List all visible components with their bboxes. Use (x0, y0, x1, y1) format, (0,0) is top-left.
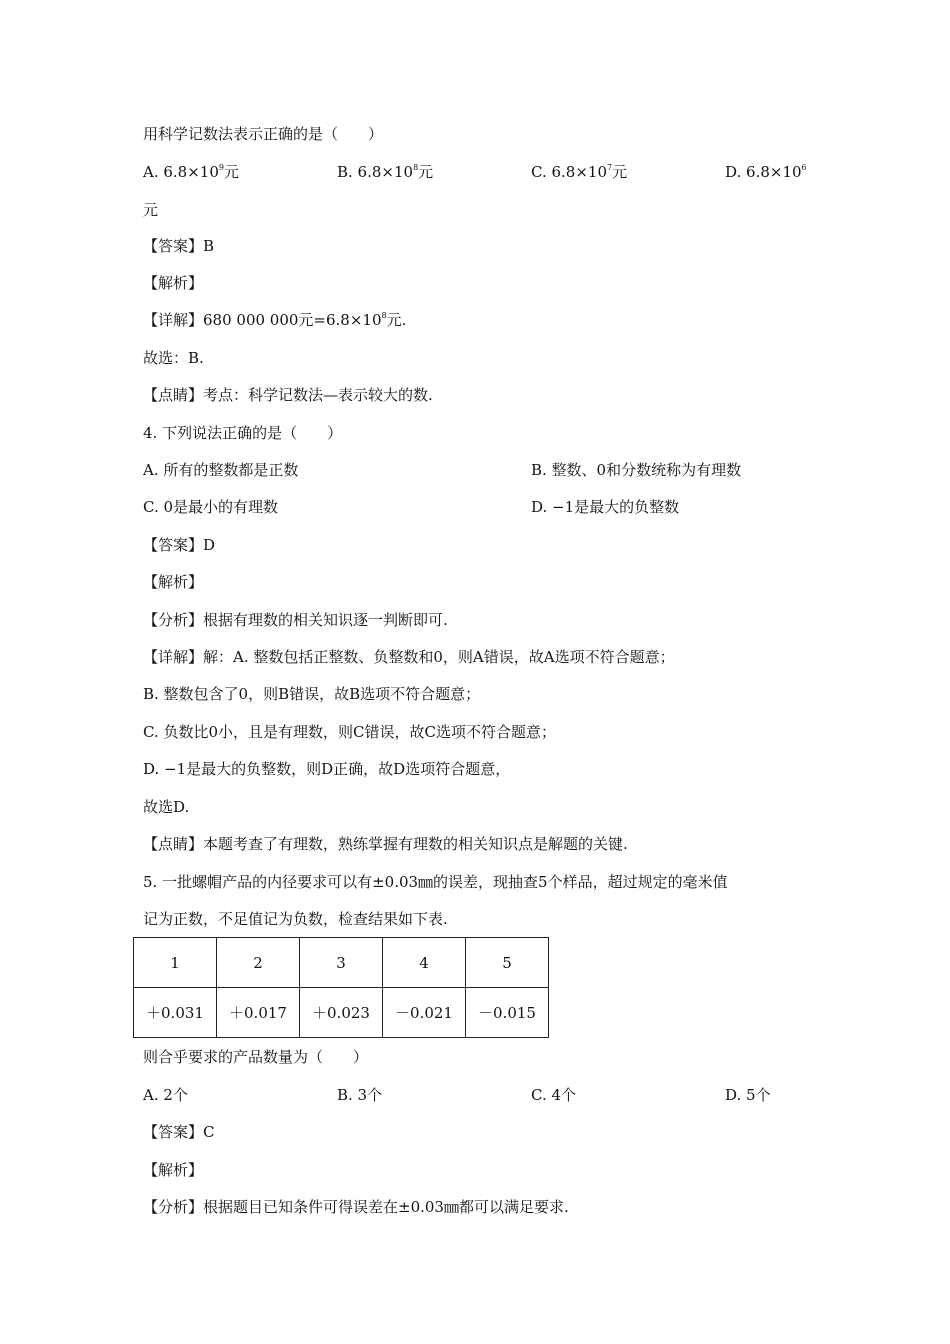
table-cell: ＋0.031 (134, 988, 217, 1038)
q4-line-b: B. 整数包含了0，则B错误，故B选项不符合题意； (143, 685, 481, 703)
q3-option-d-wrap: 元 (143, 201, 159, 219)
q5-option-a: A. 2个 (143, 1086, 188, 1104)
table-cell: －0.015 (466, 988, 549, 1038)
q4-answer: 【答案】D (143, 536, 216, 554)
q3-option-d: D. $6.8\times 10^6$ (725, 163, 807, 181)
q5-stem-line1: 5. 一批螺帽产品的内径要求可以有±0.03㎜的误差，现抽查5个样品，超过规定的毫米值 (143, 873, 728, 891)
q3-note: 【点睛】考点：科学记数法—表示较大的数. (143, 386, 433, 404)
table-header-cell: 5 (466, 938, 549, 988)
q5-option-c: C. 4个 (531, 1086, 577, 1104)
q3-option-b: B. $6.8\times 10^8$元 (337, 163, 434, 181)
q5-stem-line2: 记为正数，不足值记为负数，检查结果如下表. (143, 910, 448, 928)
q4-stem: 4. 下列说法正确的是（ ） (143, 424, 343, 442)
q4-note: 【点睛】本题考查了有理数，熟练掌握有理数的相关知识点是解题的关键. (143, 835, 628, 853)
q4-analysis-heading: 【解析】 (143, 573, 204, 591)
q5-analysis-heading: 【解析】 (143, 1161, 204, 1179)
q3-analysis-heading: 【解析】 (143, 274, 204, 292)
q5-option-d: D. 5个 (725, 1086, 771, 1104)
q5-fenxi: 【分析】根据题目已知条件可得误差在±0.03㎜都可以满足要求. (143, 1198, 569, 1216)
q3-option-a: A. $6.8\times 10^9$元 (143, 163, 239, 181)
q3-answer: 【答案】B (143, 237, 215, 255)
q4-option-d: D. −1是最大的负整数 (531, 498, 680, 516)
table-header-cell: 2 (217, 938, 300, 988)
q5-question: 则合乎要求的产品数量为（ ） (143, 1048, 369, 1066)
table-row (134, 988, 549, 1038)
table-cell: ＋0.023 (300, 988, 383, 1038)
q3-option-c: C. $6.8\times 10^7$元 (531, 163, 628, 181)
table-header-cell: 1 (134, 938, 217, 988)
q4-option-c: C. 0是最小的有理数 (143, 498, 279, 516)
q3-choose: 故选：B. (143, 349, 204, 367)
q4-line-c: C. 负数比0小，且是有理数，则C错误，故C选项不符合题意； (143, 723, 556, 741)
q5-results-table (133, 937, 549, 1038)
table-cell: －0.021 (383, 988, 466, 1038)
table-header-row (134, 938, 549, 988)
table-header-cell: 3 (300, 938, 383, 988)
q4-option-b: B. 整数、0和分数统称为有理数 (531, 461, 742, 479)
q4-line-d: D. −1是最大的负整数，则D正确，故D选项符合题意， (143, 760, 511, 778)
table-cell: ＋0.017 (217, 988, 300, 1038)
q5-option-b: B. 3个 (337, 1086, 383, 1104)
q3-stem: 用科学记数法表示正确的是（ ） (143, 125, 384, 143)
q4-detail: 【详解】解：A. 整数包括正整数、负整数和0，则A错误，故A选项不符合题意； (143, 648, 675, 666)
q4-fenxi: 【分析】根据有理数的相关知识逐一判断即可. (143, 611, 448, 629)
q3-detail: 【详解】680 000 000元$=6.8\times 10^8$元. (143, 311, 407, 329)
q4-choose: 故选D. (143, 798, 190, 816)
q5-answer: 【答案】C (143, 1123, 215, 1141)
table-header-cell: 4 (383, 938, 466, 988)
q4-option-a: A. 所有的整数都是正数 (143, 461, 299, 479)
